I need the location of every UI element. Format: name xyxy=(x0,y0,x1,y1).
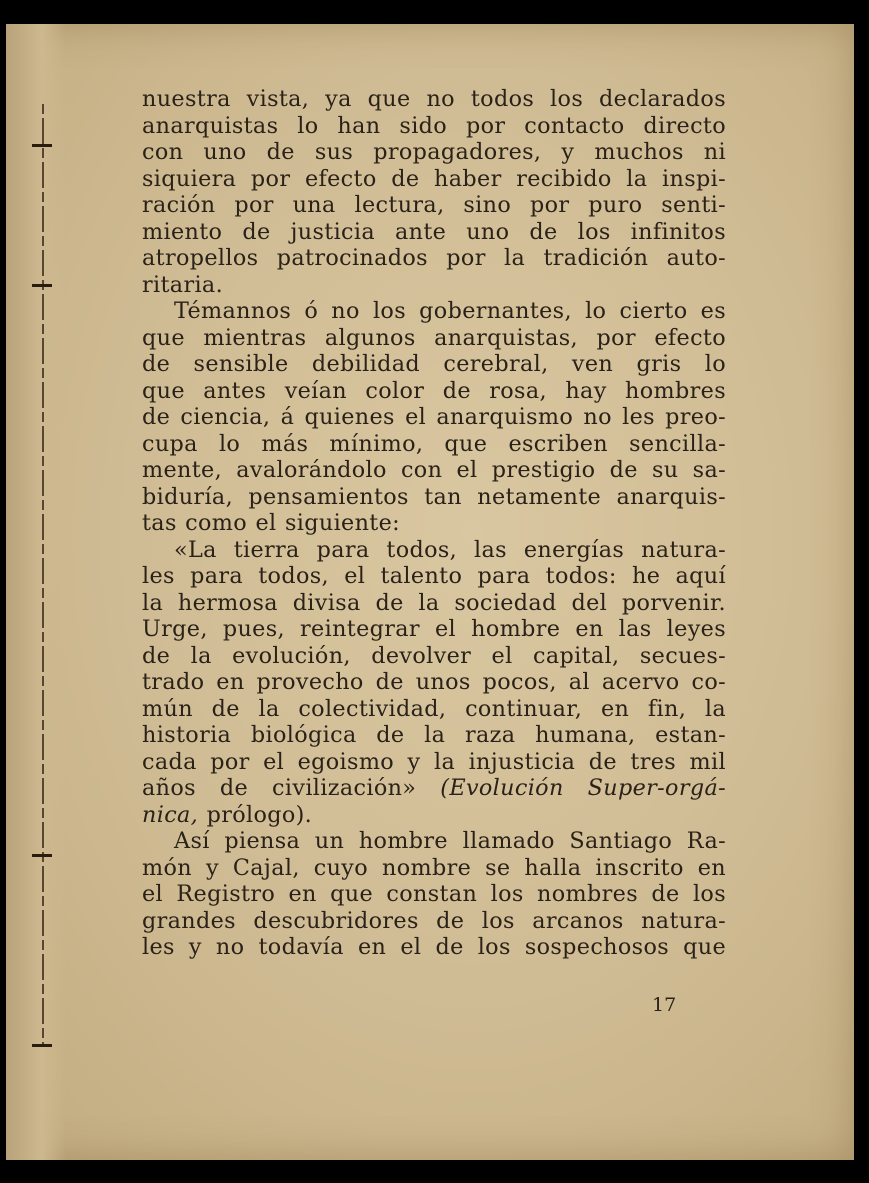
binding-stitch xyxy=(32,144,52,147)
page-number: 17 xyxy=(652,994,677,1016)
text-line: nuestra vista, ya que no todos los declarados xyxy=(142,86,726,112)
text-line: Témannos ó no los gobernantes, lo cierto es xyxy=(174,298,726,324)
text-line: la hermosa divisa de la sociedad del porvenir. xyxy=(142,589,726,616)
text-line: Así piensa un hombre llamado Santiago Ra- xyxy=(174,828,726,854)
text-line: el Registro en que constan los nombres de los xyxy=(142,881,726,907)
text-line-mixed xyxy=(142,802,726,829)
text-line: de la evolución, devolver el capital, secues- xyxy=(142,642,726,669)
citation-title: (Evolución Super-orgá- xyxy=(440,775,726,801)
text-line: tas como el siguiente: xyxy=(142,510,401,536)
text-line: historia biológica de la raza humana, estan- xyxy=(142,722,726,748)
text-line: cada por el egoismo y la injusticia de tres mil xyxy=(142,748,726,775)
text-line: ritaria. xyxy=(142,271,224,298)
text-line: trado en provecho de unos pocos, al acervo co- xyxy=(142,669,726,695)
text-line: Urge, pues, reintegrar el hombre en las leyes xyxy=(142,616,726,642)
text-line: anarquistas lo han sido por contacto directo xyxy=(142,112,726,139)
text-segment: prólogo). xyxy=(206,801,313,828)
binding-stitch xyxy=(32,854,52,857)
text-line: de ciencia, á quienes el anarquismo no les preo- xyxy=(142,404,726,430)
text-line-mixed xyxy=(142,775,726,802)
text-segment: años de civilización» xyxy=(142,775,417,801)
page-binding xyxy=(6,24,66,1160)
text-line: que mientras algunos anarquistas, por efecto xyxy=(142,324,726,351)
text-line: de sensible debilidad cerebral, ven gris lo xyxy=(142,351,726,377)
text-line: mún de la colectividad, continuar, en fin, la xyxy=(142,695,726,722)
binding-thread xyxy=(42,104,44,1044)
text-line: món y Cajal, cuyo nombre se halla inscrito en xyxy=(142,854,726,881)
text-line: que antes veían color de rosa, hay hombres xyxy=(142,377,726,404)
text-line: biduría, pensamientos tan netamente anarquis- xyxy=(142,483,726,510)
text-line: ración por una lectura, sino por puro senti- xyxy=(142,192,726,218)
citation-title: nica, xyxy=(142,801,199,828)
text-line: les para todos, el talento para todos: he aquí xyxy=(142,563,726,589)
text-line: atropellos patrocinados por la tradición auto- xyxy=(142,245,726,271)
text-line: siquiera por efecto de haber recibido la inspi- xyxy=(142,165,726,192)
binding-stitch xyxy=(32,284,52,287)
text-line: miento de justicia ante uno de los infinitos xyxy=(142,218,726,245)
text-line: cupa lo más mínimo, que escriben sencilla- xyxy=(142,430,726,457)
text-line: grandes descubridores de los arcanos natura- xyxy=(142,907,726,934)
text-line: «La tierra para todos, las energías natura- xyxy=(174,536,726,563)
text-line: mente, avalorándolo con el prestigio de su sa- xyxy=(142,457,726,483)
page-body-text xyxy=(142,86,726,961)
text-line: con uno de sus propagadores, y muchos ni xyxy=(142,139,726,165)
binding-stitch xyxy=(32,1044,52,1047)
text-line: les y no todavía en el de los sospechosos que xyxy=(142,934,726,960)
